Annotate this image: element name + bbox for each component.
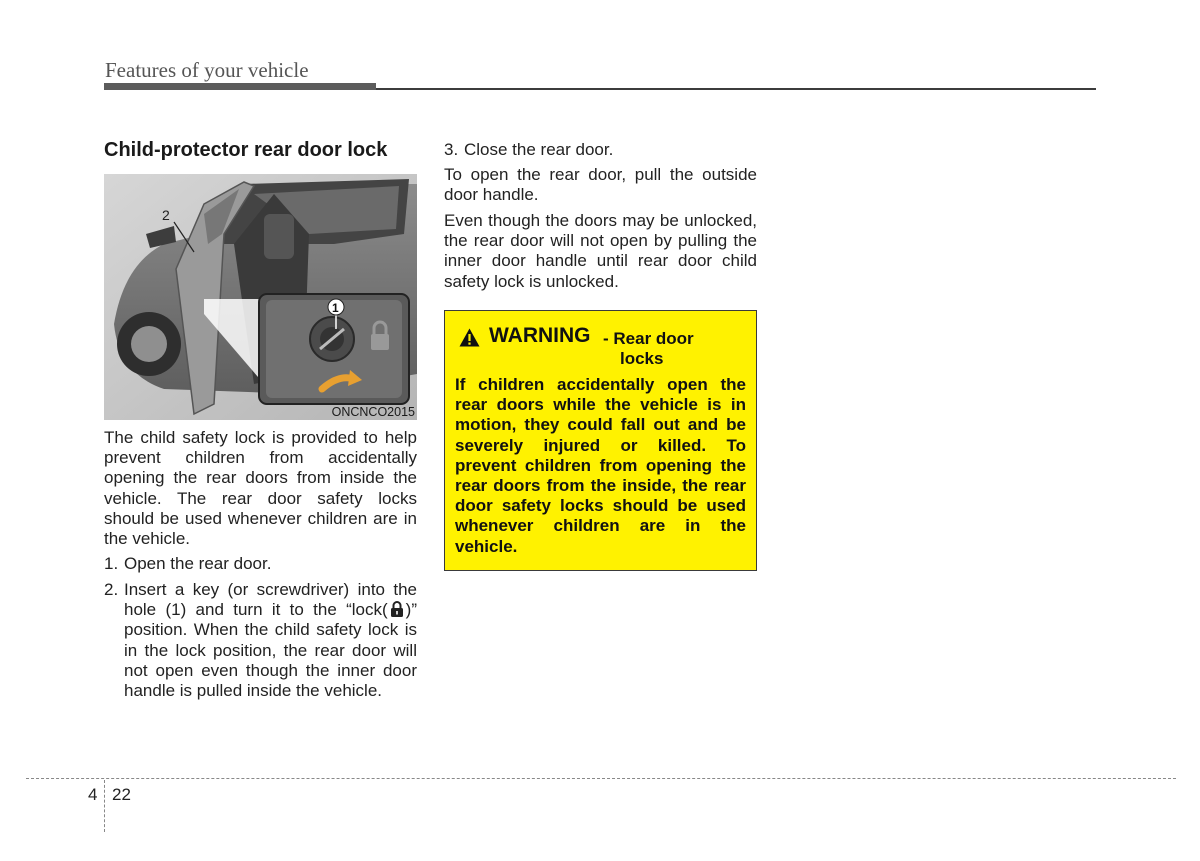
warning-body: If children accidentally open the rear doors while the vehicle is in motion, they could fall out and be severely injured or killed. To prevent children from opening the rear doors from the inside, the rear door safety locks should be used whenever children are in the vehicle. xyxy=(455,375,746,556)
footer-divider xyxy=(26,778,1176,779)
warning-box xyxy=(444,310,757,571)
step-2-number: 2. xyxy=(104,580,119,599)
callout-1-label: 1 xyxy=(332,301,339,315)
page-number: 22 xyxy=(112,785,131,804)
intro-paragraph: The child safety lock is provided to help prevent children from accidentally opening the rear doors from inside the vehicle. The rear door safety locks should be used whenever children are in the vehicle. xyxy=(104,428,417,549)
warning-subtitle-line1: - Rear door xyxy=(603,329,694,348)
car-rear-door-drawing xyxy=(104,174,417,420)
step-1-number: 1. xyxy=(104,554,119,573)
warning-triangle-icon xyxy=(459,328,480,347)
page-header-title: Features of your vehicle xyxy=(105,58,309,82)
header-rule-thick xyxy=(104,83,376,90)
step-3-text: Close the rear door. xyxy=(464,140,614,159)
step-2-text-after: )” position. When the child safety lock is in the lock position, the rear door will not open even though the inner door handle is pulled inside the vehicle. xyxy=(124,600,417,701)
callout-2-label: 2 xyxy=(162,207,170,223)
lock-icon xyxy=(388,600,406,618)
open-door-paragraph: To open the rear door, pull the outside door handle. xyxy=(444,165,757,205)
chapter-number: 4 xyxy=(88,785,98,804)
figure-code: ONCNCO2015 xyxy=(331,405,415,419)
section-title: Child-protector rear door lock xyxy=(104,139,388,161)
step-2-text xyxy=(124,580,417,701)
footer-vertical-divider xyxy=(104,780,105,832)
step-3-number: 3. xyxy=(444,140,459,159)
header-rule-thin xyxy=(376,88,1096,90)
warning-label: WARNING xyxy=(489,324,591,347)
step-2-text-before: Insert a key (or screwdriver) into the hole (1) and turn it to the “lock( xyxy=(124,580,417,620)
step-1-text: Open the rear door. xyxy=(124,554,272,573)
car-door-illustration xyxy=(104,174,417,420)
unlock-note-paragraph: Even though the doors may be unlocked, the rear door will not open by pulling the inner door handle until rear door child safety lock is unlocked. xyxy=(444,211,757,291)
warning-subtitle-line2: locks xyxy=(620,349,664,368)
